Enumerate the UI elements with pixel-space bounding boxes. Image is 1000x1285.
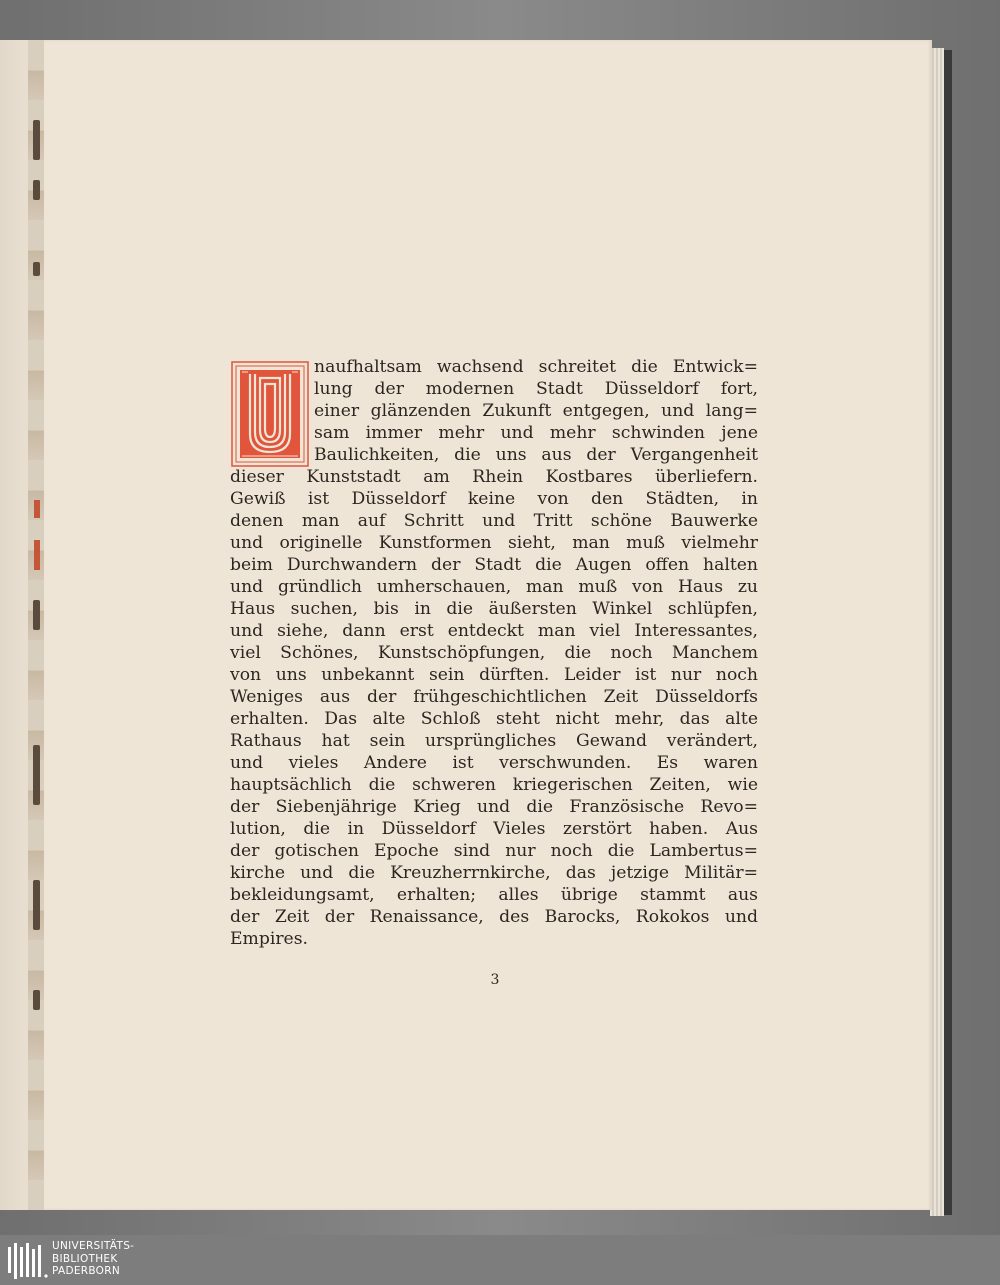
text-line: bekleidungsamt, erhalten; alles übrige stammt aus bbox=[230, 885, 758, 905]
text-line: beim Durchwandern der Stadt die Augen offen halten bbox=[230, 555, 758, 575]
text-line: Gewiß ist Düsseldorf keine von den Städten, in bbox=[230, 489, 758, 509]
binding-thread-mark bbox=[33, 180, 40, 200]
binding-thread-mark bbox=[33, 880, 40, 930]
text-line: Empires. bbox=[230, 929, 309, 949]
text-line: naufhaltsam wachsend schreitet die Entwick= bbox=[314, 357, 758, 377]
text-line: und vieles Andere ist verschwunden. Es waren bbox=[230, 753, 758, 773]
text-line: von uns unbekannt sein dürften. Leider ist nur noch bbox=[230, 665, 758, 685]
text-line: Rathaus hat sein ursprüngliches Gewand verändert, bbox=[230, 731, 758, 751]
binding-tear-mark bbox=[34, 500, 40, 518]
binding-thread-mark bbox=[33, 745, 40, 805]
library-logo-line: BIBLIOTHEK bbox=[52, 1252, 118, 1265]
text-line: und siehe, dann erst entdeckt man viel Interessantes, bbox=[230, 621, 758, 641]
page-number: 3 bbox=[490, 972, 500, 988]
text-line: hauptsächlich die schweren kriegerischen Zeiten, wie bbox=[230, 775, 758, 795]
body-text bbox=[230, 356, 758, 950]
text-line: lution, die in Düsseldorf Vieles zerstört haben. Aus bbox=[230, 819, 758, 839]
text-line: der gotischen Epoche sind nur noch die Lambertus= bbox=[230, 841, 758, 861]
text-line: dieser Kunststadt am Rhein Kostbares überliefern. bbox=[230, 467, 758, 487]
binding-tear-mark bbox=[34, 540, 40, 570]
binding-thread-mark bbox=[33, 600, 40, 630]
page-stack-edge bbox=[930, 48, 944, 1216]
library-footer-bar bbox=[0, 1235, 1000, 1285]
binding-thread-mark bbox=[33, 120, 40, 160]
library-logo-line: PADERBORN bbox=[52, 1265, 120, 1277]
text-line: lung der modernen Stadt Düsseldorf fort, bbox=[314, 379, 758, 399]
binding-thread-mark bbox=[33, 990, 40, 1010]
library-logo-text bbox=[52, 1240, 134, 1278]
text-line: Haus suchen, bis in die äußersten Winkel schlüpfen, bbox=[230, 599, 758, 619]
text-line: und gründlich umherschauen, man muß von Haus zu bbox=[230, 577, 758, 597]
text-line: und originelle Kunstformen sieht, man muß vielmehr bbox=[230, 533, 758, 553]
text-line: Weniges aus der frühgeschichtlichen Zeit Düsseldorfs bbox=[230, 687, 758, 707]
text-line: kirche und die Kreuzherrnkirche, das jetzige Militär= bbox=[230, 863, 758, 883]
binding-thread-mark bbox=[33, 262, 40, 276]
page-stack-shadow bbox=[944, 50, 952, 1215]
text-line: einer glänzenden Zukunft entgegen, und lang= bbox=[314, 401, 758, 421]
text-line: sam immer mehr und mehr schwinden jene bbox=[314, 423, 758, 443]
text-line: viel Schönes, Kunstschöpfungen, die noch Manchem bbox=[230, 643, 758, 663]
library-logo-line: UNIVERSITÄTS- bbox=[52, 1240, 135, 1252]
text-line: der Siebenjährige Krieg und die Französische Revo= bbox=[230, 797, 758, 817]
library-logo-icon bbox=[6, 1241, 48, 1281]
text-line: Baulichkeiten, die uns aus der Vergangenheit bbox=[314, 445, 758, 465]
text-line: denen man auf Schritt und Tritt schöne Bauwerke bbox=[230, 511, 758, 531]
text-line: erhalten. Das alte Schloß steht nicht mehr, das alte bbox=[230, 709, 758, 729]
text-line: der Zeit der Renaissance, des Barocks, Rokokos und bbox=[230, 907, 758, 927]
